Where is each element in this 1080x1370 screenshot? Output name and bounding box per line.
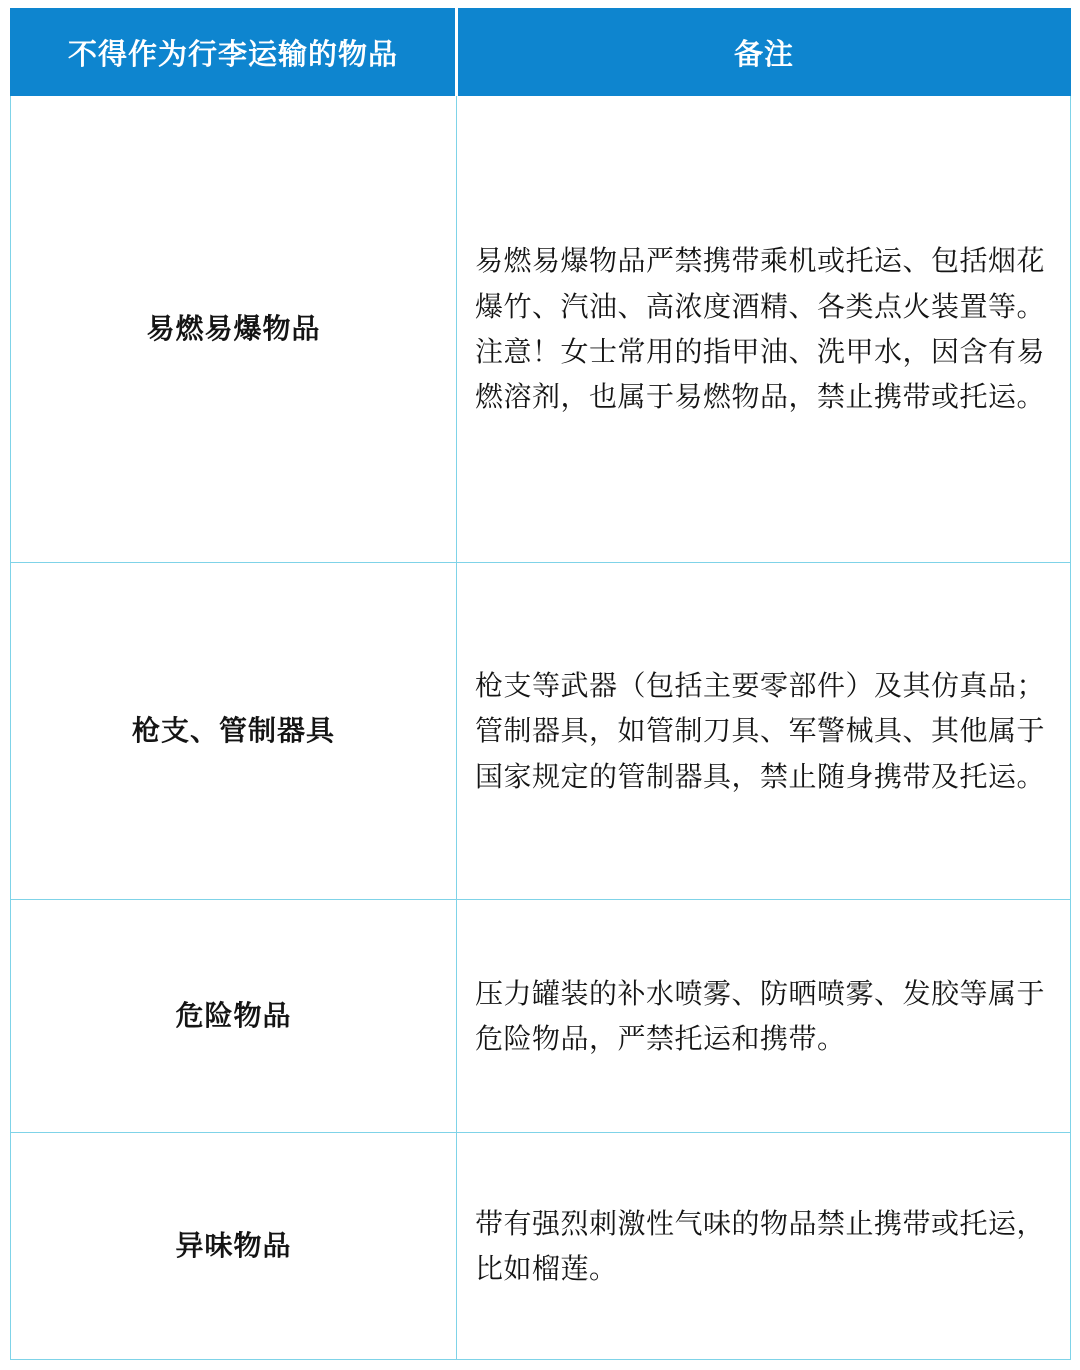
item-note-cell [457, 96, 1071, 563]
table-body [11, 96, 1071, 1360]
table-row [11, 1133, 1071, 1360]
item-name-cell: 危险物品 [11, 900, 457, 1133]
table-row [11, 900, 1071, 1133]
column-header-item: 不得作为行李运输的物品 [11, 9, 457, 96]
item-note-cell [457, 1133, 1071, 1360]
note-paragraph: 注意！女士常用的指甲油、洗甲水，因含有易燃溶剂，也属于易燃物品，禁止携带或托运。 [475, 336, 1046, 413]
item-name-cell: 异味物品 [11, 1133, 457, 1360]
table-header-row [11, 9, 1071, 96]
table-row [11, 563, 1071, 900]
note-paragraph: 易燃易爆物品严禁携带乘机或托运、包括烟花爆竹、汽油、高浓度酒精、各类点火装置等。 [475, 245, 1046, 322]
table-header [11, 9, 1071, 96]
prohibited-items-table [10, 8, 1071, 1360]
note-paragraph: 枪支等武器（包括主要零部件）及其仿真品；管制器具，如管制刀具、军警械具、其他属于国家规定的管制器具，禁止随身携带及托运。 [475, 669, 1046, 792]
table-row [11, 96, 1071, 563]
column-header-note: 备注 [457, 9, 1071, 96]
note-paragraph: 带有强烈刺激性气味的物品禁止携带或托运，比如榴莲。 [475, 1207, 1046, 1284]
item-name-cell: 易燃易爆物品 [11, 96, 457, 563]
item-name-cell: 枪支、管制器具 [11, 563, 457, 900]
item-note-cell [457, 563, 1071, 900]
item-note-cell [457, 900, 1071, 1133]
note-paragraph: 压力罐装的补水喷雾、防晒喷雾、发胶等属于危险物品，严禁托运和携带。 [475, 977, 1046, 1054]
